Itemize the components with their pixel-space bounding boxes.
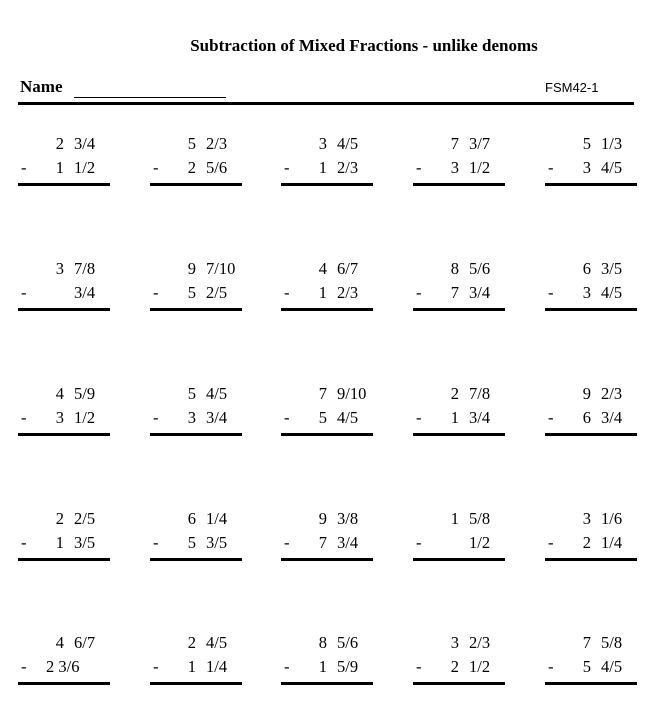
- subtrahend-whole: 1: [55, 158, 64, 177]
- answer-line: [150, 433, 242, 436]
- subtrahend: [18, 656, 128, 678]
- minuend: [281, 133, 391, 155]
- subtrahend-whole: 1: [187, 657, 196, 676]
- minuend: [545, 632, 655, 654]
- problem-11: [18, 383, 128, 445]
- answer-line: [545, 308, 637, 311]
- minus-sign: -: [416, 408, 422, 427]
- subtrahend-whole: 1: [318, 283, 327, 302]
- subtrahend-fraction: 3/5: [74, 533, 96, 552]
- subtrahend-fraction: 3/4: [601, 408, 623, 427]
- name-blank-line[interactable]: [74, 97, 226, 98]
- minuend-whole: 2: [55, 509, 64, 528]
- subtrahend-fraction: 3/4: [469, 283, 491, 302]
- minuend-whole: 1: [450, 509, 459, 528]
- answer-line: [18, 308, 110, 311]
- answer-line: [150, 183, 242, 186]
- minus-sign: -: [153, 408, 159, 427]
- subtrahend-whole: 1: [318, 657, 327, 676]
- problem-1: [18, 133, 128, 195]
- subtrahend-whole: 2: [187, 158, 196, 177]
- minuend: [281, 383, 391, 405]
- minuend: [18, 383, 128, 405]
- minuend: [281, 258, 391, 280]
- answer-line: [150, 682, 242, 685]
- minus-sign: -: [284, 657, 290, 676]
- problem-13: [281, 383, 391, 445]
- minuend-fraction: 5/6: [469, 259, 491, 278]
- minus-sign: -: [416, 283, 422, 302]
- problem-12: [150, 383, 260, 445]
- minuend-fraction: 3/4: [74, 134, 96, 153]
- minuend: [413, 133, 523, 155]
- minuend-fraction: 5/9: [74, 384, 96, 403]
- minuend-fraction: 3/7: [469, 134, 491, 153]
- problem-23: [281, 632, 391, 694]
- problem-2: [150, 133, 260, 195]
- subtrahend: [18, 532, 128, 554]
- minuend-fraction: 1/3: [601, 134, 623, 153]
- minuend-whole: 7: [318, 384, 327, 403]
- problem-19: [413, 508, 523, 570]
- problem-4: [413, 133, 523, 195]
- minuend-whole: 9: [582, 384, 591, 403]
- subtrahend-whole: 3: [55, 408, 64, 427]
- subtrahend-fraction: 2/3: [337, 283, 359, 302]
- answer-line: [413, 183, 505, 186]
- minuend-whole: 3: [318, 134, 327, 153]
- minus-sign: -: [548, 158, 554, 177]
- answer-line: [545, 682, 637, 685]
- problem-22: [150, 632, 260, 694]
- subtrahend-fraction: 3/4: [74, 283, 96, 302]
- answer-line: [150, 308, 242, 311]
- minus-sign: -: [548, 657, 554, 676]
- minuend-fraction: 4/5: [206, 384, 228, 403]
- subtrahend-whole: 1: [55, 533, 64, 552]
- minuend-fraction: 2/5: [74, 509, 96, 528]
- minuend-fraction: 7/8: [74, 259, 96, 278]
- minuend: [150, 632, 260, 654]
- minuend: [150, 258, 260, 280]
- problem-6: [18, 258, 128, 320]
- problem-3: [281, 133, 391, 195]
- minuend-whole: 2: [55, 134, 64, 153]
- subtrahend-whole: 7: [450, 283, 459, 302]
- minuend-fraction: 2/3: [206, 134, 228, 153]
- minuend-fraction: 1/6: [601, 509, 623, 528]
- subtrahend-fraction: 2/3: [337, 158, 359, 177]
- subtrahend: [150, 532, 260, 554]
- answer-line: [18, 433, 110, 436]
- minuend-whole: 3: [582, 509, 591, 528]
- minuend-fraction: 3/8: [337, 509, 359, 528]
- subtrahend: [545, 532, 655, 554]
- answer-line: [18, 682, 110, 685]
- answer-line: [18, 183, 110, 186]
- minuend-whole: 4: [318, 259, 327, 278]
- minuend-whole: 8: [450, 259, 459, 278]
- minus-sign: -: [153, 533, 159, 552]
- minuend-fraction: 5/8: [601, 633, 623, 652]
- answer-line: [281, 308, 373, 311]
- problem-17: [150, 508, 260, 570]
- minus-sign: -: [416, 533, 422, 552]
- minuend-fraction: 4/5: [206, 633, 228, 652]
- problem-16: [18, 508, 128, 570]
- subtrahend-whole: 5: [582, 657, 591, 676]
- subtrahend: [545, 407, 655, 429]
- subtrahend-fraction: 1/4: [206, 657, 228, 676]
- problem-15: [545, 383, 655, 445]
- answer-line: [545, 433, 637, 436]
- subtrahend: [281, 407, 391, 429]
- subtrahend: [545, 656, 655, 678]
- problem-5: [545, 133, 655, 195]
- name-label: Name: [20, 77, 63, 96]
- subtrahend: [281, 157, 391, 179]
- minuend-fraction: 4/5: [337, 134, 359, 153]
- subtrahend-whole: 5: [187, 533, 196, 552]
- minus-sign: -: [548, 408, 554, 427]
- minuend-fraction: 5/6: [337, 633, 359, 652]
- subtrahend-fraction: 4/5: [601, 657, 623, 676]
- minuend-whole: 6: [582, 259, 591, 278]
- subtrahend-fraction: 1/2: [469, 533, 491, 552]
- problem-25: [545, 632, 655, 694]
- minuend: [545, 383, 655, 405]
- answer-line: [413, 433, 505, 436]
- minuend-whole: 3: [450, 633, 459, 652]
- minuend-fraction: 7/10: [206, 259, 236, 278]
- answer-line: [545, 558, 637, 561]
- subtrahend-whole: 3: [450, 158, 459, 177]
- subtrahend-whole: 1: [318, 158, 327, 177]
- problem-18: [281, 508, 391, 570]
- subtrahend-whole: 2: [582, 533, 591, 552]
- problem-20: [545, 508, 655, 570]
- minus-sign: -: [153, 657, 159, 676]
- subtrahend: [18, 282, 128, 304]
- minuend: [545, 508, 655, 530]
- minus-sign: -: [21, 408, 27, 427]
- minuend-fraction: 2/3: [601, 384, 623, 403]
- subtrahend: [545, 282, 655, 304]
- answer-line: [281, 183, 373, 186]
- answer-line: [281, 433, 373, 436]
- answer-line: [413, 558, 505, 561]
- subtrahend-fraction: 4/5: [601, 158, 623, 177]
- subtrahend: [413, 656, 523, 678]
- minuend-whole: 9: [187, 259, 196, 278]
- answer-line: [281, 682, 373, 685]
- subtrahend: [281, 656, 391, 678]
- minus-sign: -: [21, 158, 27, 177]
- minuend-fraction: 7/8: [469, 384, 491, 403]
- subtrahend: [18, 157, 128, 179]
- subtrahend: [150, 157, 260, 179]
- problem-14: [413, 383, 523, 445]
- subtrahend-whole: 3: [187, 408, 196, 427]
- minuend: [18, 632, 128, 654]
- subtrahend: [413, 532, 523, 554]
- minuend: [413, 508, 523, 530]
- subtrahend-whole: 1: [450, 408, 459, 427]
- minus-sign: -: [21, 657, 27, 676]
- subtrahend: [545, 157, 655, 179]
- worksheet-title: Subtraction of Mixed Fractions - unlike denoms: [190, 36, 538, 55]
- answer-line: [18, 558, 110, 561]
- minuend-fraction: 1/4: [206, 509, 228, 528]
- subtrahend-whole: 3: [582, 283, 591, 302]
- subtrahend: [281, 282, 391, 304]
- minus-sign: -: [153, 158, 159, 177]
- minus-sign: -: [284, 283, 290, 302]
- minuend-whole: 7: [450, 134, 459, 153]
- subtrahend-fraction: 3/5: [206, 533, 228, 552]
- minuend-fraction: 2/3: [469, 633, 491, 652]
- subtrahend-whole: 6: [582, 408, 591, 427]
- subtrahend-fraction: 2/5: [206, 283, 228, 302]
- minus-sign: -: [416, 158, 422, 177]
- subtrahend-whole: 5: [187, 283, 196, 302]
- subtrahend-fraction: 1/2: [469, 158, 491, 177]
- subtrahend-whole: 3: [582, 158, 591, 177]
- minuend: [413, 258, 523, 280]
- minuend-fraction: 9/10: [337, 384, 367, 403]
- minuend-fraction: 6/7: [337, 259, 359, 278]
- subtrahend: [150, 656, 260, 678]
- subtrahend-fraction: 4/5: [337, 408, 359, 427]
- subtrahend-fraction: 4/5: [601, 283, 623, 302]
- minuend: [413, 383, 523, 405]
- subtrahend-whole: 5: [318, 408, 327, 427]
- subtrahend-fraction: 3/4: [469, 408, 491, 427]
- subtrahend-fraction: 5/9: [337, 657, 359, 676]
- minuend: [413, 632, 523, 654]
- minuend: [18, 133, 128, 155]
- minuend: [545, 133, 655, 155]
- minuend-whole: 3: [55, 259, 64, 278]
- header-divider: [18, 102, 634, 105]
- worksheet-code: FSM42-1: [545, 80, 599, 95]
- minus-sign: -: [416, 657, 422, 676]
- minus-sign: -: [548, 533, 554, 552]
- subtrahend-fraction: 3/4: [337, 533, 359, 552]
- subtrahend: [413, 407, 523, 429]
- minus-sign: -: [284, 533, 290, 552]
- subtrahend: [18, 407, 128, 429]
- subtrahend-whole: 7: [318, 533, 327, 552]
- minuend: [150, 383, 260, 405]
- problem-10: [545, 258, 655, 320]
- minuend: [18, 258, 128, 280]
- answer-line: [150, 558, 242, 561]
- minuend: [18, 508, 128, 530]
- minus-sign: -: [284, 158, 290, 177]
- problem-21: [18, 632, 128, 694]
- answer-line: [413, 682, 505, 685]
- minus-sign: -: [284, 408, 290, 427]
- minuend-whole: 5: [582, 134, 591, 153]
- minuend: [150, 133, 260, 155]
- subtrahend-mixed: 2 3/6: [46, 657, 80, 676]
- subtrahend: [413, 157, 523, 179]
- minuend-fraction: 3/5: [601, 259, 623, 278]
- minuend: [150, 508, 260, 530]
- minuend-whole: 4: [55, 633, 64, 652]
- minuend-whole: 7: [582, 633, 591, 652]
- minus-sign: -: [548, 283, 554, 302]
- minuend: [281, 632, 391, 654]
- minuend-whole: 2: [187, 633, 196, 652]
- minuend: [545, 258, 655, 280]
- minuend-fraction: 5/8: [469, 509, 491, 528]
- problem-24: [413, 632, 523, 694]
- minus-sign: -: [21, 283, 27, 302]
- problem-9: [413, 258, 523, 320]
- subtrahend-whole: 2: [450, 657, 459, 676]
- minuend-whole: 5: [187, 384, 196, 403]
- problem-8: [281, 258, 391, 320]
- subtrahend-fraction: 1/2: [74, 408, 96, 427]
- subtrahend: [150, 407, 260, 429]
- minuend-whole: 6: [187, 509, 196, 528]
- problem-7: [150, 258, 260, 320]
- answer-line: [281, 558, 373, 561]
- subtrahend-fraction: 1/4: [601, 533, 623, 552]
- subtrahend: [413, 282, 523, 304]
- subtrahend-fraction: 1/2: [469, 657, 491, 676]
- subtrahend: [281, 532, 391, 554]
- answer-line: [545, 183, 637, 186]
- minuend-whole: 8: [318, 633, 327, 652]
- subtrahend-fraction: 1/2: [74, 158, 96, 177]
- minuend-fraction: 6/7: [74, 633, 96, 652]
- minus-sign: -: [153, 283, 159, 302]
- subtrahend-fraction: 3/4: [206, 408, 228, 427]
- minuend-whole: 5: [187, 134, 196, 153]
- minuend-whole: 2: [450, 384, 459, 403]
- minuend-whole: 9: [318, 509, 327, 528]
- answer-line: [413, 308, 505, 311]
- minuend-whole: 4: [55, 384, 64, 403]
- minuend: [281, 508, 391, 530]
- subtrahend-fraction: 5/6: [206, 158, 228, 177]
- minus-sign: -: [21, 533, 27, 552]
- subtrahend: [150, 282, 260, 304]
